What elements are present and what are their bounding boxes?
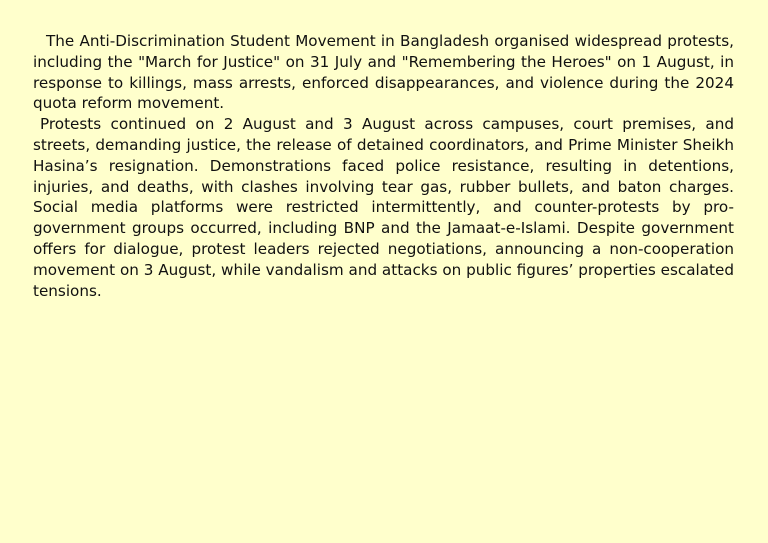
document-body xyxy=(33,31,734,301)
paragraph: The Anti-Discrimination Student Movement in Bangladesh organised widespread protests, including the "March for Justice" on 31 July and "Remembering the Heroes" on 1 August, in response to killings, mass arrests, enforced disappearances, and violence during the 2024 quota reform movement. xyxy=(33,32,734,113)
paragraph: Protests continued on 2 August and 3 August across campuses, court premises, and streets, demanding justice, the release of detained coordinators, and Prime Minister Sheikh Hasina’s resignation. Demonstrations faced police resistance, resulting in detentions, injuries, and deaths, with clashes involving tear gas, rubber bullets, and baton charges. Social media platforms were restricted intermittently, and counter-protests by pro-government groups occurred, including BNP and the Jamaat-e-Islami. Despite government offers for dialogue, protest leaders rejected negotiations, announcing a non-cooperation movement on 3 August, while vandalism and attacks on public figures’ properties escalated tensions. xyxy=(33,115,734,300)
